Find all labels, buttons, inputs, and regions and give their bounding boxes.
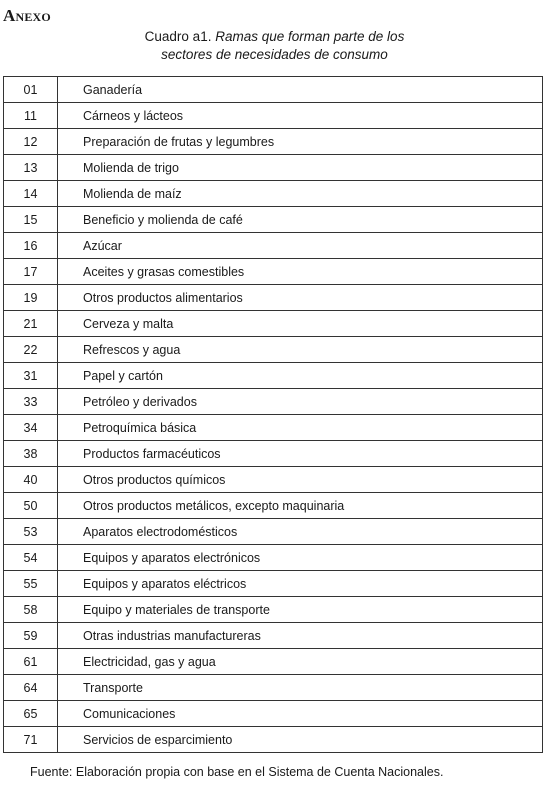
branch-name: Ganadería xyxy=(58,77,543,103)
branch-name: Molienda de trigo xyxy=(58,155,543,181)
branch-name: Otras industrias manufactureras xyxy=(58,623,543,649)
table-row xyxy=(4,467,543,493)
branch-code: 21 xyxy=(4,311,58,337)
branch-code: 12 xyxy=(4,129,58,155)
branch-code: 14 xyxy=(4,181,58,207)
branch-name: Comunicaciones xyxy=(58,701,543,727)
branch-name: Aparatos electrodomésticos xyxy=(58,519,543,545)
table-row xyxy=(4,571,543,597)
branch-name: Aceites y grasas comestibles xyxy=(58,259,543,285)
branch-name: Preparación de frutas y legumbres xyxy=(58,129,543,155)
table-row xyxy=(4,623,543,649)
branch-name: Equipos y aparatos eléctricos xyxy=(58,571,543,597)
branch-code: 17 xyxy=(4,259,58,285)
table-row xyxy=(4,129,543,155)
table-row xyxy=(4,285,543,311)
branch-code: 53 xyxy=(4,519,58,545)
branch-name: Petroquímica básica xyxy=(58,415,543,441)
branch-code: 31 xyxy=(4,363,58,389)
table-row xyxy=(4,649,543,675)
branch-code: 58 xyxy=(4,597,58,623)
caption-line-1 xyxy=(0,28,549,46)
caption-title-line2: sectores de necesidades de consumo xyxy=(161,47,388,62)
branch-code: 11 xyxy=(4,103,58,129)
table-row xyxy=(4,727,543,753)
branch-name: Beneficio y molienda de café xyxy=(58,207,543,233)
branch-name: Productos farmacéuticos xyxy=(58,441,543,467)
branches-table xyxy=(3,76,543,753)
table-row xyxy=(4,103,543,129)
branch-code: 38 xyxy=(4,441,58,467)
branch-name: Cárneos y lácteos xyxy=(58,103,543,129)
branch-code: 54 xyxy=(4,545,58,571)
table-row xyxy=(4,441,543,467)
table-row xyxy=(4,233,543,259)
branch-code: 61 xyxy=(4,649,58,675)
table-row xyxy=(4,363,543,389)
branch-code: 64 xyxy=(4,675,58,701)
branch-code: 15 xyxy=(4,207,58,233)
branch-code: 71 xyxy=(4,727,58,753)
branch-name: Servicios de esparcimiento xyxy=(58,727,543,753)
branch-code: 34 xyxy=(4,415,58,441)
branches-table-body xyxy=(4,77,543,753)
branch-code: 59 xyxy=(4,623,58,649)
table-caption xyxy=(0,28,549,64)
branch-code: 33 xyxy=(4,389,58,415)
table-row xyxy=(4,675,543,701)
branch-name: Azúcar xyxy=(58,233,543,259)
table-row xyxy=(4,597,543,623)
table-row xyxy=(4,77,543,103)
caption-label: Cuadro a1. xyxy=(144,29,212,44)
table-row xyxy=(4,155,543,181)
branch-name: Molienda de maíz xyxy=(58,181,543,207)
branch-code: 01 xyxy=(4,77,58,103)
branch-code: 22 xyxy=(4,337,58,363)
branch-name: Electricidad, gas y agua xyxy=(58,649,543,675)
caption-line-2 xyxy=(0,46,549,64)
branch-code: 16 xyxy=(4,233,58,259)
branch-name: Otros productos metálicos, excepto maquinaria xyxy=(58,493,543,519)
table-row xyxy=(4,259,543,285)
branch-name: Otros productos químicos xyxy=(58,467,543,493)
caption-title-line1: Ramas que forman parte de los xyxy=(215,29,405,44)
branch-name: Papel y cartón xyxy=(58,363,543,389)
table-row xyxy=(4,493,543,519)
branch-name: Refrescos y agua xyxy=(58,337,543,363)
branch-code: 13 xyxy=(4,155,58,181)
table-row xyxy=(4,415,543,441)
table-row xyxy=(4,701,543,727)
branch-code: 40 xyxy=(4,467,58,493)
table-row xyxy=(4,207,543,233)
table-row xyxy=(4,389,543,415)
branch-name: Equipos y aparatos electrónicos xyxy=(58,545,543,571)
table-row xyxy=(4,311,543,337)
branch-name: Cerveza y malta xyxy=(58,311,543,337)
branch-code: 50 xyxy=(4,493,58,519)
section-heading: Anexo xyxy=(3,6,51,25)
branch-name: Petróleo y derivados xyxy=(58,389,543,415)
branch-code: 65 xyxy=(4,701,58,727)
branch-code: 19 xyxy=(4,285,58,311)
branch-name: Equipo y materiales de transporte xyxy=(58,597,543,623)
source-note: Fuente: Elaboración propia con base en el Sistema de Cuenta Nacionales. xyxy=(30,765,444,779)
branch-code: 55 xyxy=(4,571,58,597)
table-row xyxy=(4,337,543,363)
branch-name: Transporte xyxy=(58,675,543,701)
table-row xyxy=(4,181,543,207)
branch-name: Otros productos alimentarios xyxy=(58,285,543,311)
table-row xyxy=(4,545,543,571)
table-row xyxy=(4,519,543,545)
